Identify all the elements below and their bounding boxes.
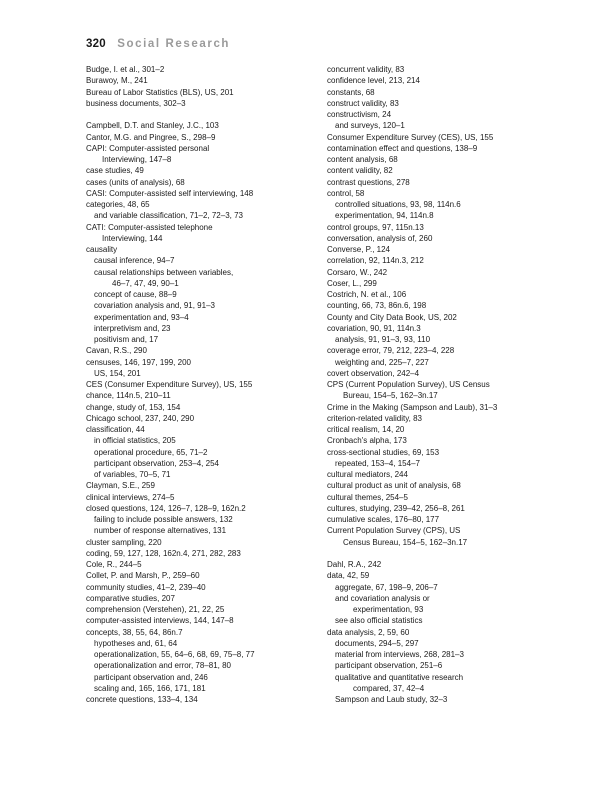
index-entry: Budge, I. et al., 301–2 (86, 65, 165, 74)
index-subentry: see also official statistics (335, 616, 423, 626)
index-entry: Cavan, R.S., 290 (86, 346, 147, 356)
index-entry: CPS (Current Population Survey), US Census (327, 380, 490, 389)
index-entry: concepts, 38, 55, 64, 86n.7 (86, 627, 183, 637)
index-entry: Bureau of Labor Statistics (BLS), US, 201 (86, 87, 234, 97)
index-subentry: scaling and, 165, 166, 171, 181 (94, 683, 206, 693)
index-entry: computer-assisted interviews, 144, 147–8 (86, 616, 234, 626)
index-entry: covert observation, 242–4 (327, 368, 420, 378)
index-entry: Cole, R., 244–5 (86, 560, 142, 569)
index-entry: change, study of, 153, 154 (86, 402, 181, 412)
index-subentry: covariation analysis and, 91, 91–3 (94, 301, 215, 311)
index-entry: concurrent validity, 83 (327, 65, 405, 74)
index-entry: contamination effect and questions, 138–9 (327, 143, 478, 153)
index-subentry: repeated, 153–4, 154–7 (335, 458, 420, 468)
letter-group-gap (327, 548, 557, 559)
index-entry: counting, 66, 73, 86n.6, 198 (327, 301, 427, 311)
index-entry: constants, 68 (327, 87, 375, 97)
index-entry: control groups, 97, 115n.13 (327, 222, 424, 232)
index-entry: Burawoy, M., 241 (86, 76, 148, 86)
index-subentry: experimentation and, 93–4 (94, 312, 189, 322)
running-title: Social Research (117, 38, 231, 50)
index-subentry: US, 154, 201 (94, 368, 141, 378)
index-subentry: and variable classification, 71–2, 72–3, 73 (94, 211, 243, 221)
index-subentry: hypotheses and, 61, 64 (94, 638, 178, 648)
index-entry: cultural product as unit of analysis, 68 (327, 481, 461, 491)
index-subentry: documents, 294–5, 297 (335, 638, 419, 648)
index-entry: Crime in the Making (Sampson and Laub), 31–3 (327, 402, 498, 412)
page-header (86, 38, 230, 50)
letter-group-gap (86, 109, 314, 120)
page-number: 320 (86, 38, 106, 50)
index-subentry: and surveys, 120–1 (335, 121, 405, 131)
index-entry: chance, 114n.5, 210–11 (86, 391, 171, 401)
index-subentry: weighting and, 225–7, 227 (335, 357, 429, 367)
index-entry: Costrich, N. et al., 106 (327, 290, 407, 299)
index-entry: cases (units of analysis), 68 (86, 177, 185, 187)
index-subentry: experimentation, 94, 114n.8 (335, 211, 434, 221)
index-subentry: concept of cause, 88–9 (94, 290, 177, 299)
index-subentry: experimentation, 93 (353, 605, 424, 614)
index-subentry: participant observation, 253–4, 254 (94, 458, 219, 468)
index-entry: Converse, P., 124 (327, 245, 391, 254)
index-subentry: controlled situations, 93, 98, 114n.6 (335, 200, 461, 209)
index-entry: coverage error, 79, 212, 223–4, 228 (327, 346, 455, 356)
index-entry: cultural mediators, 244 (327, 470, 408, 479)
index-entry: correlation, 92, 114n.3, 212 (327, 256, 424, 266)
index-entry: control, 58 (327, 188, 365, 198)
index-subentry: participant observation, 251–6 (335, 661, 443, 671)
index-entry: content validity, 82 (327, 166, 393, 176)
index-entry: cross-sectional studies, 69, 153 (327, 447, 440, 457)
index-entry: Clayman, S.E., 259 (86, 481, 155, 491)
index-entry: CES (Consumer Expenditure Survey), US, 155 (86, 380, 253, 389)
index-entry: Chicago school, 237, 240, 290 (86, 413, 195, 423)
index-subentry: causal relationships between variables, (94, 267, 234, 277)
index-subentry: qualitative and quantitative research (335, 672, 464, 682)
index-subentry: 46–7, 47, 49, 90–1 (112, 278, 179, 288)
index-entry: conversation, analysis of, 260 (327, 233, 433, 243)
index-subentry: participant observation and, 246 (94, 672, 208, 682)
index-entry: case studies, 49 (86, 166, 144, 176)
index-entry: classification, 44 (86, 425, 145, 434)
index-entry: critical realism, 14, 20 (327, 425, 405, 434)
index-entry: content analysis, 68 (327, 155, 398, 164)
index-subentry: operational procedure, 65, 71–2 (94, 447, 208, 457)
index-entry: CASI: Computer-assisted self interviewing, 148 (86, 188, 254, 198)
index-subentry: operationalization, 55, 64–6, 68, 69, 75–8, 77 (94, 650, 255, 659)
index-entry: coding, 59, 127, 128, 162n.4, 271, 282, 283 (86, 548, 241, 558)
index-subentry: Interviewing, 144 (102, 233, 163, 243)
index-subentry: Sampson and Laub study, 32–3 (335, 695, 448, 704)
index-column-right (327, 64, 557, 705)
index-entry: Cantor, M.G. and Pingree, S., 298–9 (86, 132, 216, 142)
index-subentry: of variables, 70–5, 71 (94, 470, 171, 479)
index-subentry: material from interviews, 268, 281–3 (335, 650, 464, 659)
index-entry: categories, 48, 65 (86, 200, 150, 209)
index-entry: closed questions, 124, 126–7, 128–9, 162n.2 (86, 503, 246, 513)
index-entry: Campbell, D.T. and Stanley, J.C., 103 (86, 121, 219, 131)
index-entry: community studies, 41–2, 239–40 (86, 582, 206, 592)
index-subentry: Interviewing, 147–8 (102, 155, 172, 164)
index-subentry: Bureau, 154–5, 162–3n.17 (343, 391, 438, 401)
index-entry: cultures, studying, 239–42, 256–8, 261 (327, 503, 465, 513)
index-entry: cultural themes, 254–5 (327, 492, 408, 502)
index-entry: data, 42, 59 (327, 571, 370, 581)
index-subentry: operationalization and error, 78–81, 80 (94, 661, 231, 671)
index-entry: data analysis, 2, 59, 60 (327, 627, 410, 637)
index-subentry: compared, 37, 42–4 (353, 683, 425, 693)
index-entry: cumulative scales, 176–80, 177 (327, 515, 440, 524)
index-subentry: Census Bureau, 154–5, 162–3n.17 (343, 537, 468, 547)
index-subentry: failing to include possible answers, 132 (94, 515, 233, 524)
index-entry: concrete questions, 133–4, 134 (86, 695, 198, 704)
index-entry: confidence level, 213, 214 (327, 76, 420, 86)
index-entry: criterion-related validity, 83 (327, 413, 423, 423)
index-subentry: positivism and, 17 (94, 335, 159, 344)
index-column-left (86, 64, 314, 705)
index-entry: covariation, 90, 91, 114n.3 (327, 323, 421, 333)
index-entry: contrast questions, 278 (327, 177, 410, 187)
index-entry: Consumer Expenditure Survey (CES), US, 155 (327, 132, 494, 142)
index-subentry: and covariation analysis or (335, 593, 430, 603)
index-entry: Corsaro, W., 242 (327, 267, 388, 277)
index-entry: Current Population Survey (CPS), US (327, 526, 461, 536)
index-entry: clinical interviews, 274–5 (86, 492, 175, 502)
index-entry: cluster sampling, 220 (86, 537, 162, 547)
index-subentry: interpretivism and, 23 (94, 323, 171, 333)
index-subentry: causal inference, 94–7 (94, 256, 175, 266)
index-entry: comprehension (Verstehen), 21, 22, 25 (86, 605, 225, 614)
index-entry: County and City Data Book, US, 202 (327, 312, 457, 322)
index-entry: causality (86, 245, 118, 254)
index-entry: censuses, 146, 197, 199, 200 (86, 357, 191, 367)
index-entry: Cronbach's alpha, 173 (327, 436, 407, 446)
index-entry: comparative studies, 207 (86, 593, 175, 603)
index-entry: CATI: Computer-assisted telephone (86, 222, 213, 232)
index-entry: CAPI: Computer-assisted personal (86, 143, 210, 153)
index-entry: Coser, L., 299 (327, 278, 377, 288)
index-subentry: number of response alternatives, 131 (94, 526, 227, 536)
index-entry: Dahl, R.A., 242 (327, 560, 382, 569)
index-entry: constructivism, 24 (327, 110, 392, 119)
index-subentry: analysis, 91, 91–3, 93, 110 (335, 335, 431, 344)
index-entry: construct validity, 83 (327, 98, 399, 108)
index-subentry: aggregate, 67, 198–9, 206–7 (335, 582, 438, 592)
index-entry: Collet, P. and Marsh, P., 259–60 (86, 571, 200, 581)
index-entry: business documents, 302–3 (86, 98, 186, 108)
index-subentry: in official statistics, 205 (94, 436, 176, 446)
